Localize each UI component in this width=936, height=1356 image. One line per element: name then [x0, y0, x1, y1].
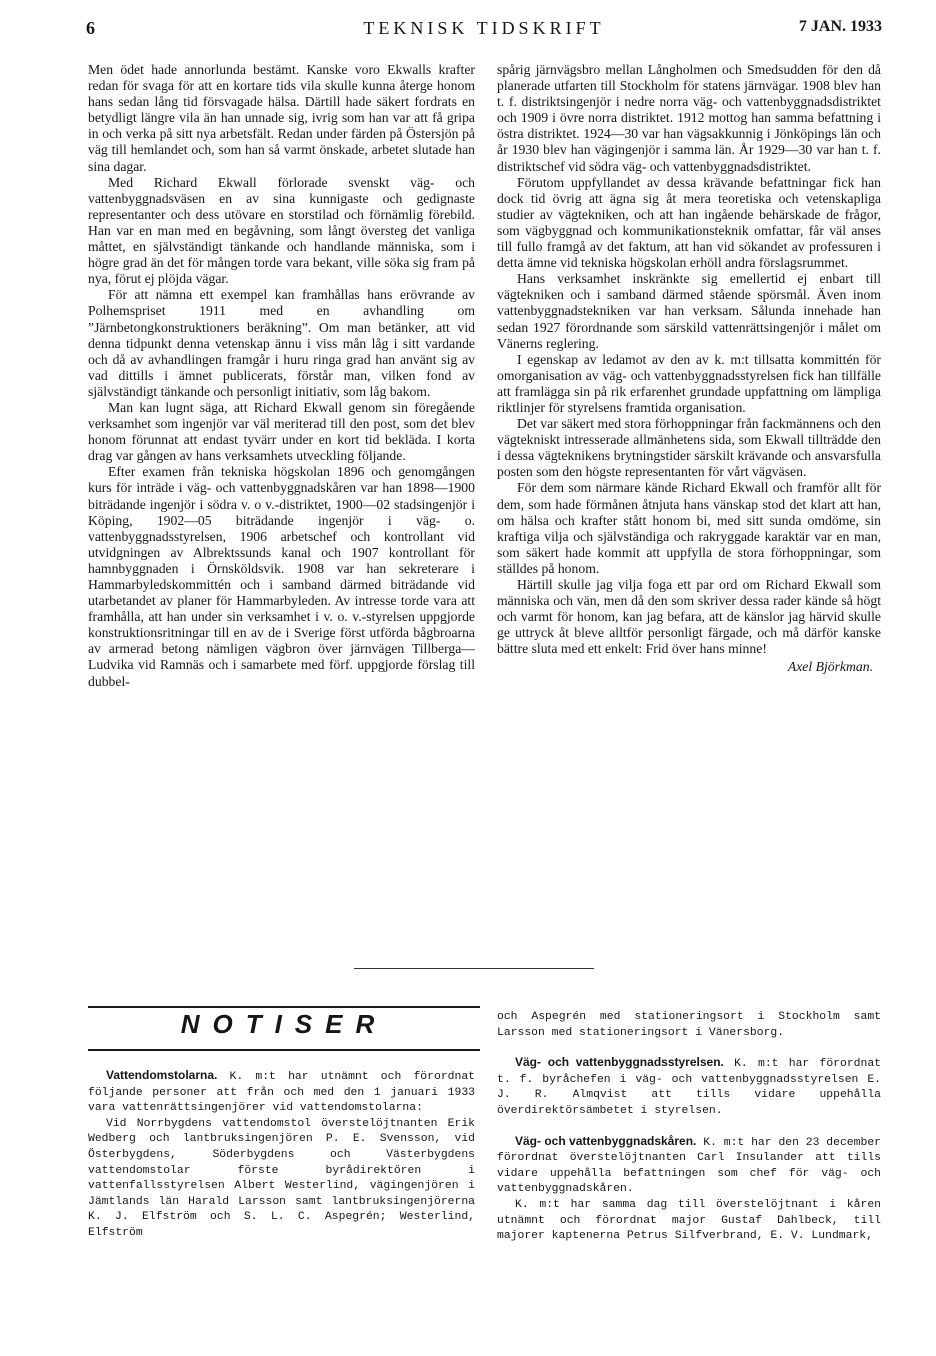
notiser-heading-box	[88, 1006, 480, 1051]
article-paragraph: Det var säkert med stora förhoppningar från fackmännens och den vägtekniskt intresserade allmänhetens sida, som Ekwall tillträdde den i dessa vägteknikens brytningstider särskilt krävande och ansvarsfulla posten som den högste representanten för vårt vägväsen.	[497, 416, 881, 480]
article-paragraph: I egenskap av ledamot av den av k. m:t tillsatta kommittén för omorganisation av väg- och vattenbyggnadsstyrelsen fick han tillfälle att framlägga sin på rik erfarenhet grundade uppfattning om lämpliga riktlinjer för styrelsens framtida organisation.	[497, 351, 881, 415]
spacer	[497, 1120, 881, 1134]
notice-paragraph: K. m:t har samma dag till överstelöjtnant i kåren utnämnt och förordnat major Gustaf Dahlbeck, till majorer kaptenerna Petrus Silfverbrand, E. V. Lundmark,	[497, 1198, 881, 1243]
notice-paragraph: och Aspegrén med stationeringsort i Stockholm samt Larsson med stationeringsort i Vänersborg.	[497, 1011, 881, 1039]
article-paragraph: Förutom uppfyllandet av dessa krävande befattningar fick han dock tid övrig att ägna sig åt mera teoretiska och vetenskapliga studier av vägtekniken, och att han ingående behärskade de frågor, som vägbyggnad och kommunikationsteknik omfattar, får väl anses till fullo framgå av det faktum, att han vid sökandet av professuren i detta ämne vid tekniska högskolan erhöll andra förslagsrummet.	[497, 174, 881, 271]
notice-item	[497, 1134, 881, 1198]
notice-text: K. m:t har utnämnt och förordnat följande personer att från och med den 1 januari 1933 vara vattenrättsingenjörer vid vattendomstolarna:	[88, 1071, 475, 1115]
article-paragraph: Med Richard Ekwall förlorade svenskt väg- och vattenbyggnadsväsen en av sina kunnigaste och gedignaste representanter och dess utövare en storstilad och förnämlig förebild. Han var en man med en begåvning, som långt översteg det vanliga måttet, en självständigt tänkande och handlande människa, som i högre grad än det för mången torde vara bekant, ville söka sig fram på nya, förut ej plöjda vägar.	[88, 174, 475, 287]
notice-item	[497, 1055, 881, 1119]
notice-heading: Vattendomstolarna.	[106, 1068, 218, 1082]
article-paragraph: För att nämna ett exempel kan framhållas hans erövrande av Polhemspriset 1911 med en avhandling om ”Järnbetongkonstruktioners beräkning”. Om man betänker, att vid denna tidpunkt denna vetenskap ännu i viss mån låg i sitt vardande och då av avhandlingen framgår i huru ringa grad han använt sig av vad dittills i ämnet publicerats, förstår man, vilken fond av självständigt tänkande och personligt initiativ, som låg bakom.	[88, 287, 475, 399]
article-paragraph: Härtill skulle jag vilja foga ett par ord om Richard Ekwall som människa och vän, men då den som skriver dessa rader kände så högt och varmt för honom, kan jag befara, att de känslor jag härvid skulle ge uttryck åt bleve alltför personligt färgade, och må därför kanske bättre sluta med ett enkelt: Frid över hans minne!	[497, 577, 881, 657]
journal-title: TEKNISK TIDSKRIFT	[363, 18, 605, 38]
notiser-column-left	[88, 1068, 475, 1242]
page-header	[86, 18, 882, 44]
article-paragraph: Man kan lugnt säga, att Richard Ekwall genom sin föregående verksamhet som ingenjör var väl meriterad till den post, som det blev honom förunnat att endast tyvärr under en kort tid bekläda. I korta drag var gången av hans verksamhets utveckling följande.	[88, 399, 475, 464]
article-column-left	[88, 62, 475, 690]
notice-text: K. m:t har den 23 december förordnat överstelöjtnanten Carl Insulander att tills vidare uppehålla befattningen som chef för väg- och vattenbyggnadskåren.	[497, 1136, 881, 1196]
notiser-column-right	[497, 1010, 881, 1245]
notice-item	[88, 1068, 475, 1117]
article-paragraph: spårig järnvägsbro mellan Långholmen och Smedsudden för den då planerade utfarten till Stockholm för statens järnvägar. 1908 blev han t. f. distriktsingenjör i nedre norra väg- och vattenbyggnadsdistriktet och 1909 i övre norra distriktet. 1912 mottog han samma befattning i östra distriktet. 1924—30 var han vägsakkunnig i Jönköpings län och år 1930 blev han vägingenjör i samma län. År 1929—30 var han t. f. distriktschef vid södra väg- och vattenbyggnadsdistriktet.	[497, 62, 881, 174]
heading-rule-bottom	[88, 1049, 480, 1051]
notice-heading: Väg- och vattenbyggnadskåren.	[515, 1133, 697, 1148]
article-paragraph: Men ödet hade annorlunda bestämt. Kanske voro Ekwalls krafter redan för svaga för att en kortare tids vila skulle kunna återge honom hans sedan lång tid försvagade hälsa. Därtill hade säkert fordrats en betydligt längre vila än han unnade sig, ivrig som han var att få gripa in och verka på sitt nya arbetsfält. Redan under färden på Östersjön på väg till hemlandet och, som han så varmt önskade, arbetet slutade han sina dagar.	[88, 62, 475, 174]
article-column-right	[497, 62, 881, 676]
article-paragraph: Hans verksamhet inskränkte sig emellertid ej enbart till vägtekniken och i samband därmed stående spörsmål. Även inom vattenbyggnadstekniken var han verksam. Sålunda innehade han sedan 1927 förordnande som särskild vattenrättsingenjör i målet om Vänerns reglering.	[497, 271, 881, 351]
notice-paragraph: Vid Norrbygdens vattendomstol överstelöjtnanten Erik Wedberg och lantbruksingenjören P. E. Svensson, vid Österbygdens, Söderbygdens och Västerbygdens vattendomstolar förste byrådirektören i vattenfallsstyrelsen Albert Westerlind, vägingenjören i Jämtlands län Harald Larsson samt lantbruksingenjörerna K. J. Elfström och S. L. C. Aspegrén; Westerlind, Elfström	[88, 1117, 475, 1239]
section-divider	[354, 968, 594, 969]
article-paragraph: Efter examen från tekniska högskolan 1896 och genomgången kurs för inträde i väg- och vattenbyggnadskåren var han 1898—1900 biträdande ingenjör i södra v. o v.-distriktet, 1900—02 stadsingenjör i Köping, 1902—05 biträdande ingenjör i väg- o. vattenbyggnadsstyrelsen, 1906 arbetschef och kontrollant vid utvidgningen av Albrektssunds kanal och 1907 kontrollant för hamnbyggnaden i Örnsköldsvik. 1908 var han sekreterare i Hammarbyledskommittén och i samband därmed biträdande vid utarbetandet av planer för Hammarbyleden. Av intresse torde vara att framhålla, att han under sin verksamhet i v. o. v.-styrelsen uppgjorde konstruktionsritningar till en av de i Sverige först utförda bågbroarna av armerad betong nämligen vägbron över järnvägen Tillberga—Ludvika vid Ramnäs och i samarbete med förf. uppgjorde förslag till dubbel-	[88, 464, 475, 689]
page-number: 6	[86, 18, 95, 38]
heading-rule-top	[88, 1006, 480, 1008]
spacer	[497, 1041, 881, 1055]
article-paragraph: För dem som närmare kände Richard Ekwall och framför allt för dem, som hade förmånen åtnjuta hans vänskap stod det klart att han, om hälsa och krafter stått honom bi, med sitt sunda omdöme, sin kraftiga vilja och självständiga och rakryggade karaktär var en man, som säkert hade kommit att uppfylla de stora förhoppningar, som ställdes på honom.	[497, 480, 881, 576]
notice-text: K. m:t har förordnat t. f. byråchefen i väg- och vattenbyggnadsstyrelsen E. J. R. Almqvist att tills vidare uppehålla överdirektörsämbetet i styrelsen.	[497, 1058, 881, 1117]
notiser-title: NOTISER	[180, 1009, 388, 1039]
author-signature: Axel Björkman.	[787, 659, 873, 675]
notice-heading: Väg- och vattenbyggnadsstyrelsen.	[515, 1055, 724, 1070]
issue-date: 7 JAN. 1933	[798, 18, 882, 35]
